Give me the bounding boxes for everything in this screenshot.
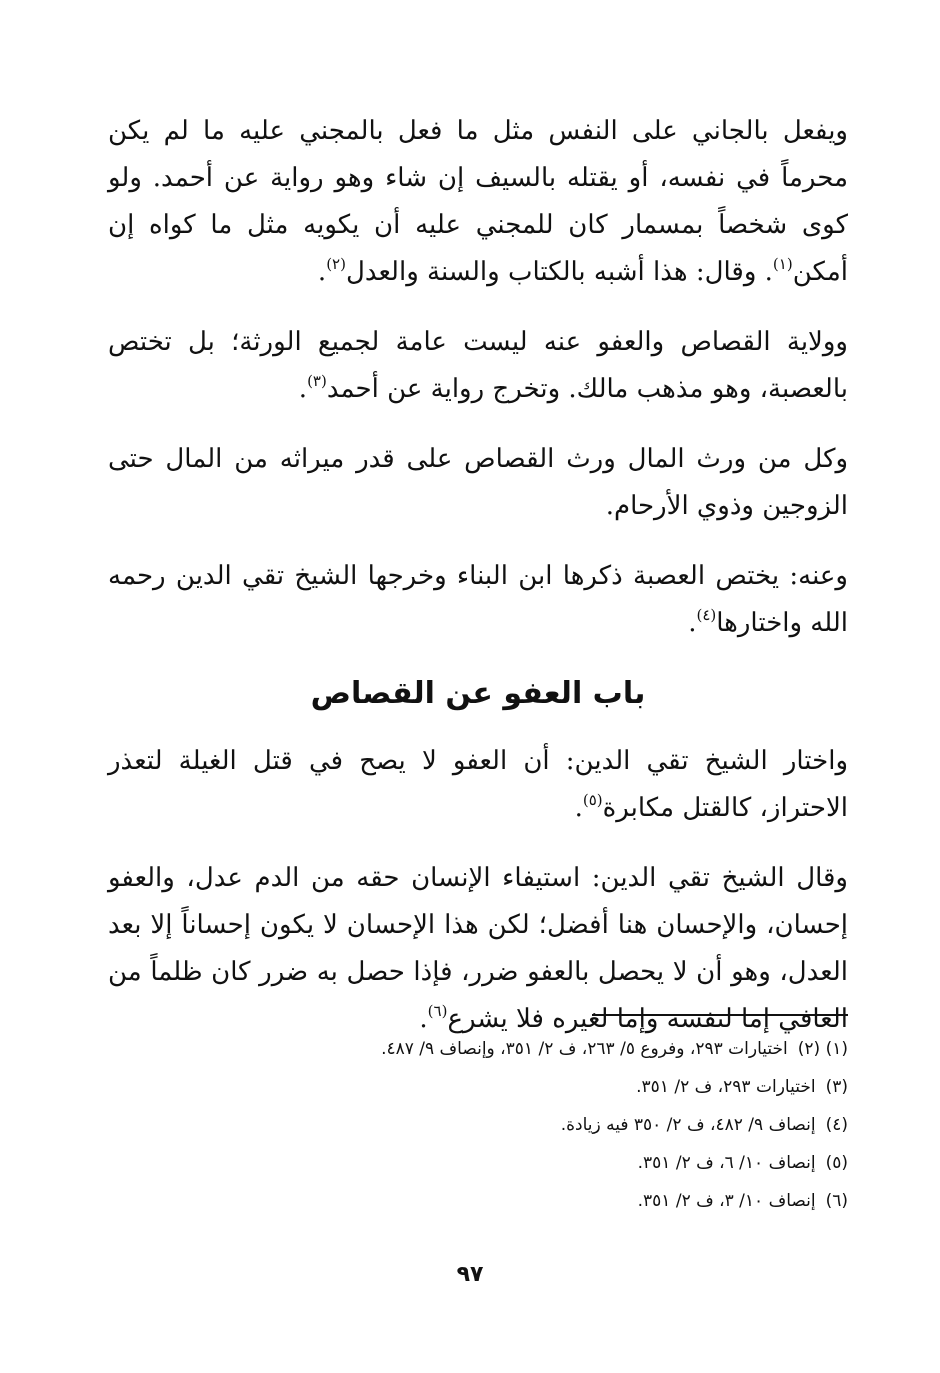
footnote-number: (٣) (825, 1077, 848, 1097)
paragraph-text: . وقال: هذا أشبه بالكتاب والسنة والعدل (345, 257, 773, 287)
paragraph (108, 553, 848, 647)
footnote-text: إنصاف ١٠/ ٣، ف ٢/ ٣٥١. (637, 1191, 816, 1211)
paragraph-text: وعنه: يختص العصبة ذكرها ابن البناء وخرجها الشيخ تقي الدين رحمه الله واختارها (108, 561, 848, 638)
page-body (108, 108, 848, 1066)
footnote-text: اختيارات ٢٩٣، وفروع ٥/ ٢٦٣، ف ٢/ ٣٥١، وإنصاف ٩/ ٤٨٧. (381, 1039, 788, 1059)
paragraph-text: . (317, 257, 327, 287)
footnote-item (108, 1106, 848, 1144)
footnotes (108, 1030, 848, 1220)
footnote-number: (١) (٢) (797, 1039, 848, 1059)
paragraphs-after-heading (108, 738, 848, 1043)
paragraph (108, 319, 848, 413)
footnote-ref: (٦) (427, 1002, 448, 1020)
paragraph-text: وكل من ورث المال ورث القصاص على قدر ميراثه من المال حتى الزوجين وذوي الأرحام. (108, 444, 848, 521)
paragraph-text: وولاية القصاص والعفو عنه ليست عامة لجميع الورثة؛ بل تختص بالعصبة، وهو مذهب مالك. وتخرج رواية عن أحمد (108, 327, 848, 404)
footnote-number: (٦) (825, 1191, 848, 1211)
footnote-ref: (١) (772, 255, 793, 273)
footnote-item (108, 1068, 848, 1106)
footnote-ref: (٣) (307, 372, 327, 390)
footnote-ref: (٤) (696, 606, 717, 624)
footnote-item (108, 1144, 848, 1182)
paragraph-text: ويفعل بالجاني على النفس مثل ما فعل بالمجني عليه ما لم يكن محرماً في نفسه، أو يقتله بالسيف إن شاء وهو رواية عن أحمد. ولو كوى شخصاً بمسمار كان للمجني عليه أن يكويه مثل ما كواه إن أمكن (108, 116, 848, 287)
footnote-number: (٤) (825, 1115, 848, 1135)
paragraph-text: . (298, 374, 308, 404)
section-heading: باب العفو عن القصاص (310, 676, 646, 711)
paragraph-text: . (419, 1004, 428, 1034)
footnote-item (108, 1182, 848, 1220)
footnote-ref: (٢) (326, 255, 346, 273)
paragraph-text: واختار الشيخ تقي الدين: أن العفو لا يصح في قتل الغيلة لتعذر الاحتراز، كالقتل مكابرة (108, 746, 848, 823)
paragraphs-before-heading (108, 108, 848, 647)
paragraph-text: . (574, 793, 583, 823)
footnote-separator (592, 1014, 848, 1016)
footnote-text: إنصاف ٩/ ٤٨٢، ف ٢/ ٣٥٠ فيه زيادة. (560, 1115, 816, 1135)
footnote-text: اختيارات ٢٩٣، ف ٢/ ٣٥١. (636, 1077, 816, 1097)
paragraph-text: وقال الشيخ تقي الدين: استيفاء الإنسان حقه من الدم عدل، والعفو إحسان، والإحسان هنا أفضل؛ لكن هذا الإحسان لا يكون إحساناً إلا بعد العدل، وهو أن لا يحصل بالعفو ضرر، فإذا حصل به ضرر كان ظلماً من العافي إما لنفسه وإما لغيره فلا يشرع (108, 863, 849, 1034)
paragraph-text: . (688, 608, 697, 638)
footnote-number: (٥) (825, 1153, 848, 1173)
footnote-text: إنصاف ١٠/ ٦، ف ٢/ ٣٥١. (637, 1153, 816, 1173)
paragraph (108, 108, 848, 296)
page-number: ٩٧ (456, 1262, 484, 1287)
paragraph (108, 436, 848, 530)
footnote-ref: (٥) (582, 791, 603, 809)
footnote-item (108, 1030, 848, 1068)
paragraph (108, 738, 848, 832)
